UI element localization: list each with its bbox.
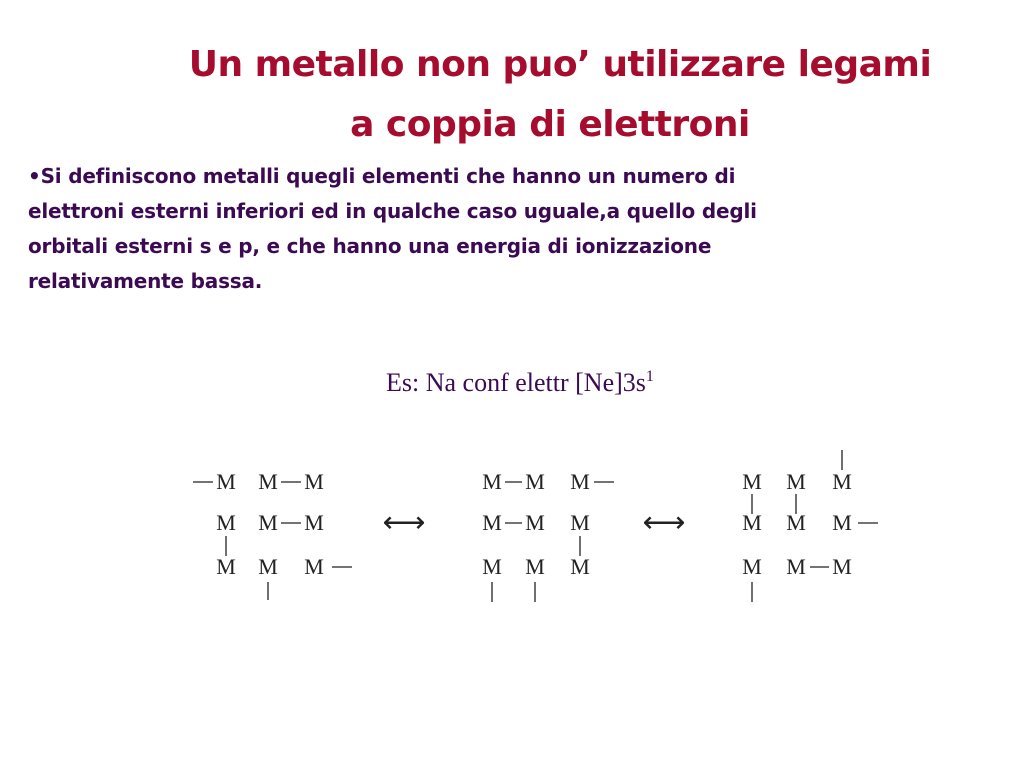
- metal-atom: M: [304, 510, 324, 535]
- resonance-arrow-icon: ⟷: [382, 506, 426, 539]
- metal-atom: M: [742, 510, 762, 535]
- metal-atom: M: [216, 469, 236, 494]
- bullet-text-line-2: elettroni esterni inferiori ed in qualche caso uguale,a quello degli: [28, 199, 757, 223]
- metal-atom: M: [570, 554, 590, 579]
- bullet-text-line-3: orbitali esterni s e p, e che hanno una energia di ionizzazione: [28, 234, 712, 258]
- resonance-arrow-icon: ⟷: [642, 506, 686, 539]
- metal-atom: M: [786, 510, 806, 535]
- metal-atom: M: [786, 469, 806, 494]
- metal-atom: M: [786, 554, 806, 579]
- example-text: Es: Na conf elettr [Ne]3s: [386, 368, 646, 397]
- bullet-text-line-4: relativamente bassa.: [28, 269, 263, 293]
- metal-atom: M: [832, 510, 852, 535]
- slide-title-line-1: Un metallo non puo’ utilizzare legami: [188, 44, 932, 85]
- metal-atom: M: [216, 554, 236, 579]
- metal-atom: M: [258, 554, 278, 579]
- metal-atom: M: [570, 469, 590, 494]
- metal-atom: M: [832, 554, 852, 579]
- metal-atom: M: [525, 554, 545, 579]
- metal-atom: M: [482, 469, 502, 494]
- metal-atom: M: [216, 510, 236, 535]
- metal-atom: M: [258, 469, 278, 494]
- bullet-text-line-1: •Si definiscono metalli quegli elementi che hanno un numero di: [28, 164, 736, 188]
- metal-atom: M: [482, 554, 502, 579]
- metal-atom: M: [742, 469, 762, 494]
- metal-atom: M: [832, 469, 852, 494]
- metal-atom: M: [304, 554, 324, 579]
- metal-atom: M: [482, 510, 502, 535]
- metal-atom: M: [742, 554, 762, 579]
- metal-atom: M: [525, 469, 545, 494]
- metal-atom: M: [304, 469, 324, 494]
- example-superscript: 1: [645, 368, 654, 385]
- metal-atom: M: [570, 510, 590, 535]
- metal-atom: M: [258, 510, 278, 535]
- metal-atom: M: [525, 510, 545, 535]
- slide-title-line-2: a coppia di elettroni: [350, 104, 750, 145]
- metal-atoms: [216, 469, 852, 579]
